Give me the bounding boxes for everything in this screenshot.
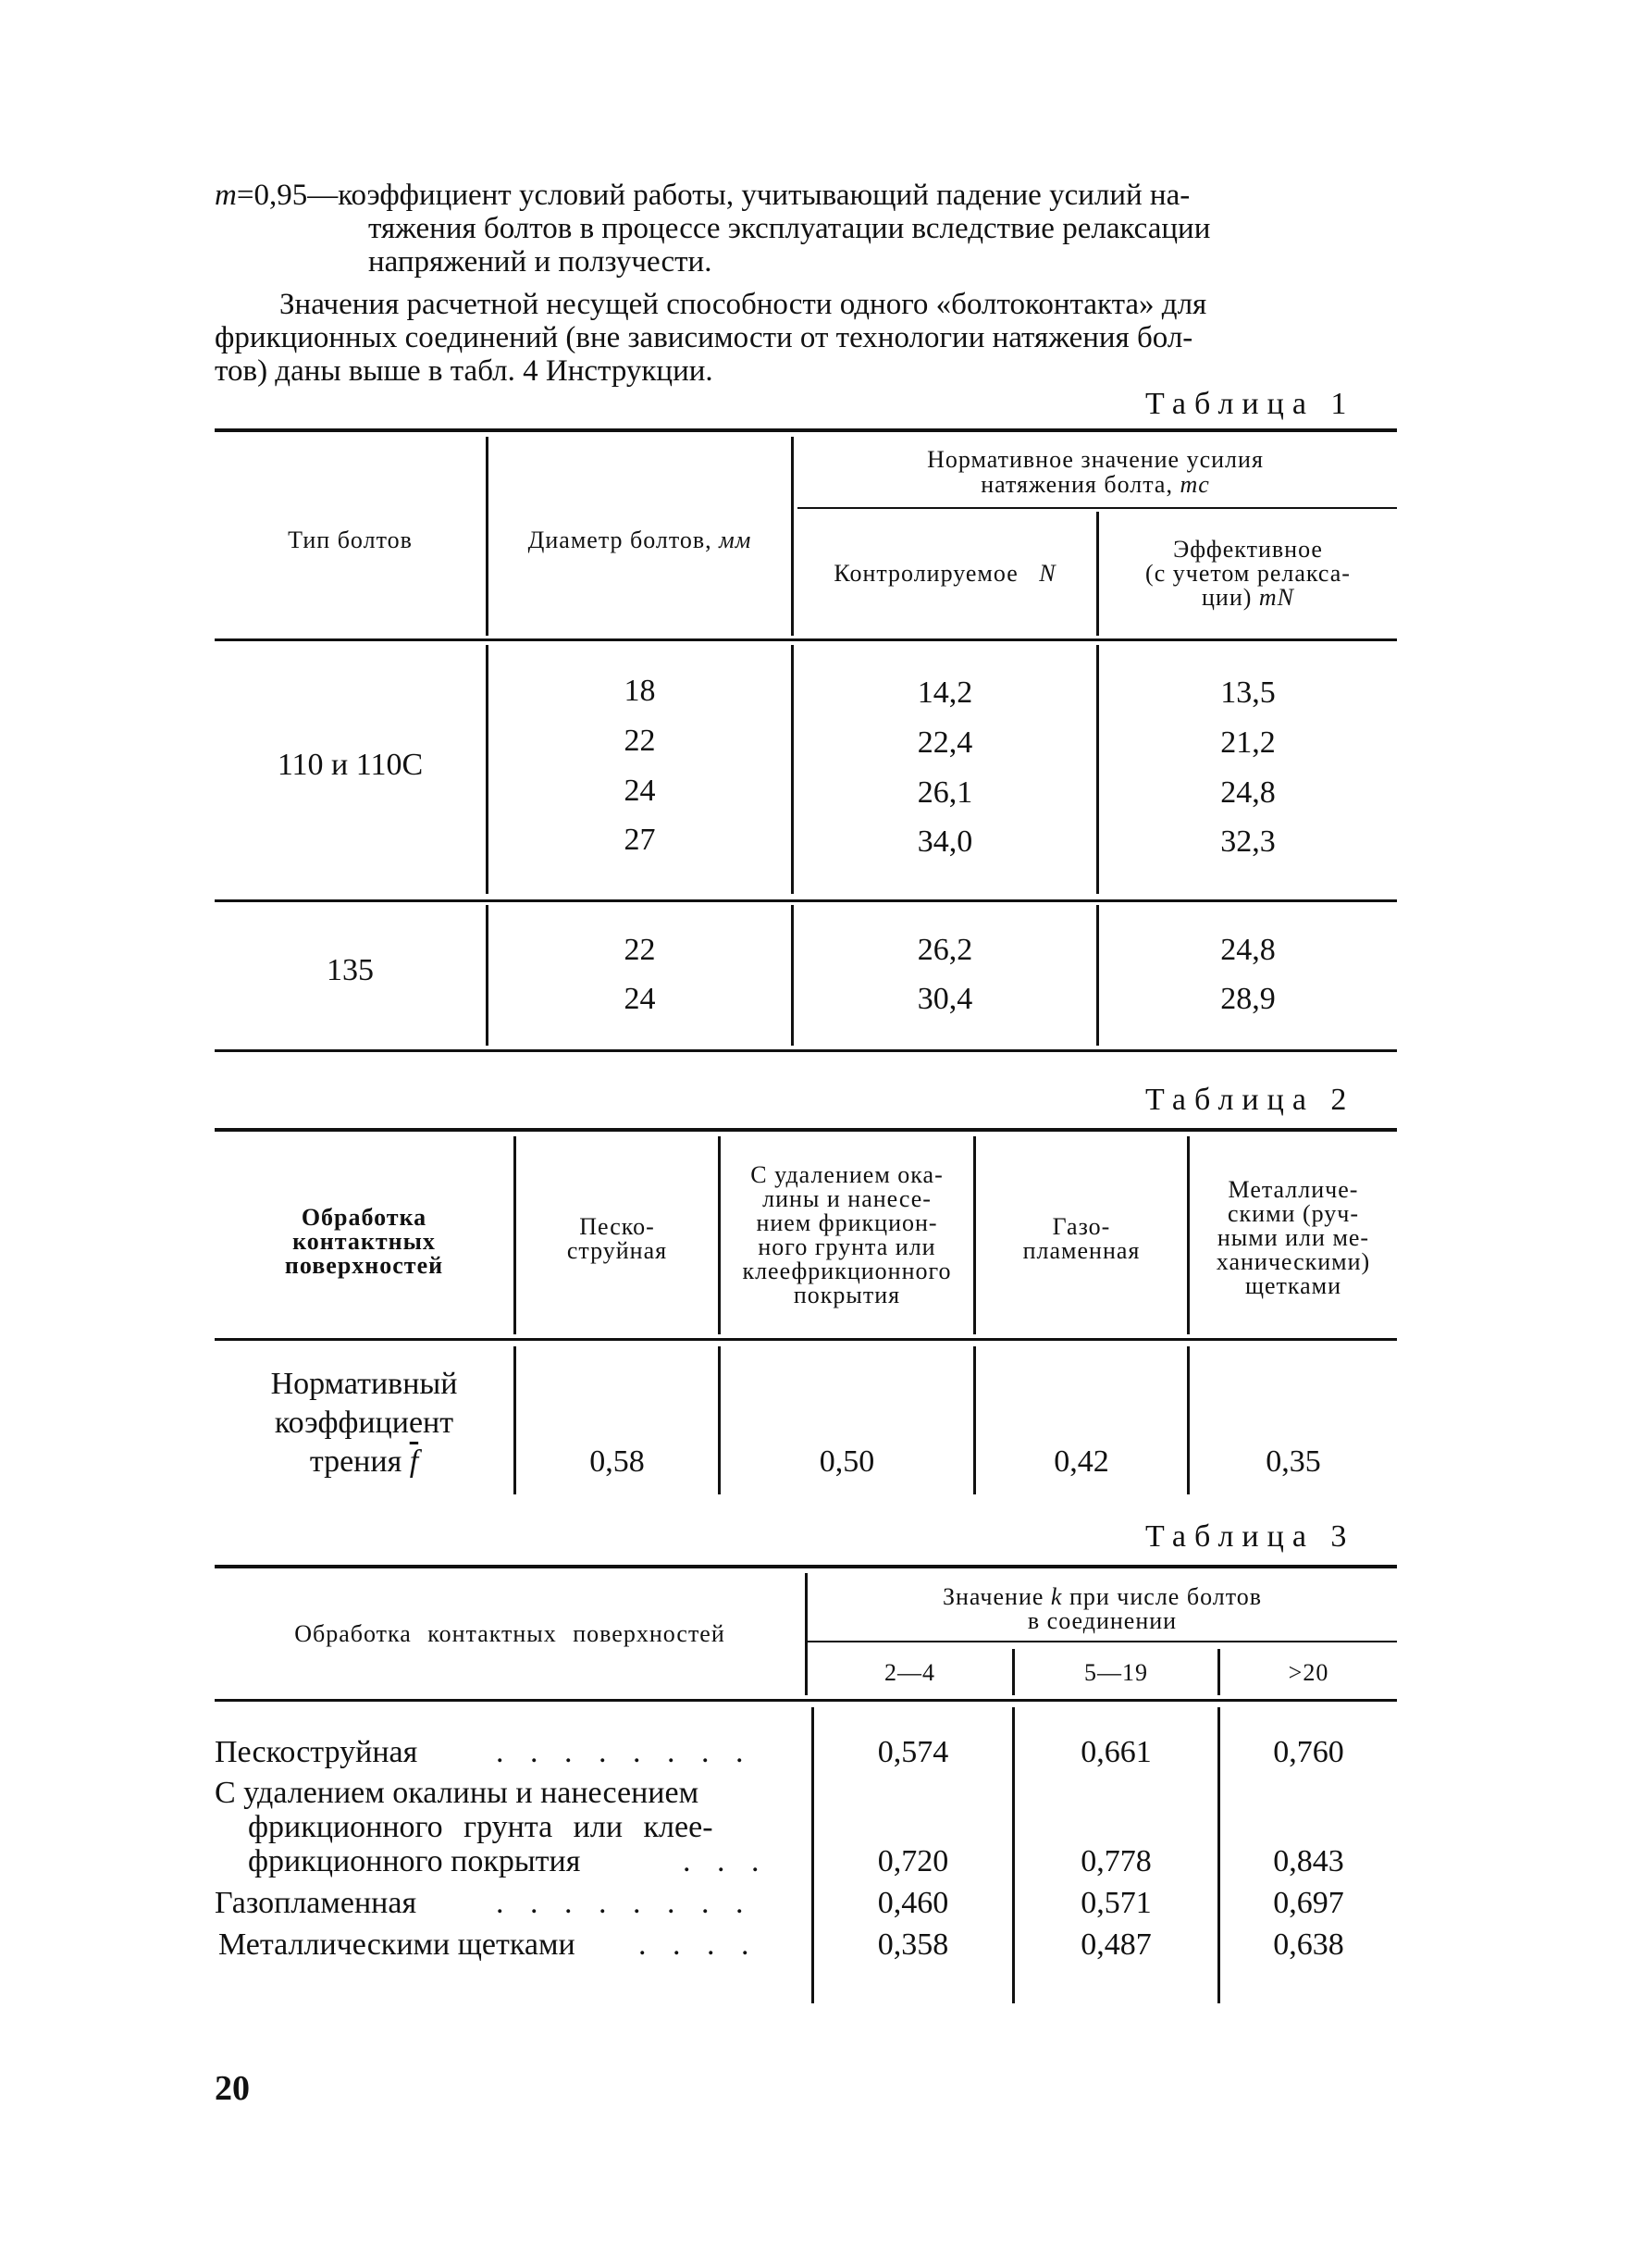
- table2-header-sand-line2: струйная: [566, 1237, 668, 1264]
- table3-row-dots: . . . . . . . .: [496, 1735, 753, 1769]
- table2-header-scale-line2: лины и нанесе-: [762, 1185, 932, 1212]
- table2-header-proc-line1: Обработка: [301, 1204, 427, 1231]
- table1-caption: Таблица 1: [1145, 387, 1355, 421]
- table3-header-rule: [215, 1699, 1397, 1702]
- table1-cell: 21,2: [1220, 725, 1276, 760]
- table3-cell: 0,661: [1081, 1735, 1152, 1769]
- table1-top-rule: [215, 428, 1397, 432]
- table3-caption: Таблица 3: [1145, 1519, 1355, 1554]
- table1-cell: 24,8: [1220, 775, 1276, 810]
- table1-cell: 22: [624, 933, 656, 967]
- table3-col-2-4: 2—4: [884, 1659, 935, 1686]
- table3-header-k-line2: в соединении: [1027, 1607, 1178, 1634]
- table3-cell: 0,571: [1081, 1886, 1152, 1920]
- intro-m-line1: [215, 179, 1190, 212]
- table3-cell: 0,460: [877, 1886, 949, 1920]
- intro-paragraph-line2: фрикционных соединений (вне зависимости от технологии натяжения бол-: [215, 321, 1193, 354]
- k-label: Значение: [942, 1583, 1044, 1610]
- intro-m-line3: напряжений и ползучести.: [368, 245, 712, 279]
- table1-cell: 24: [624, 982, 656, 1016]
- table3-cell: 0,778: [1081, 1844, 1152, 1878]
- intro-paragraph-line3: тов) даны выше в табл. 4 Инструкции.: [215, 354, 713, 388]
- table3-col-5-19: 5—19: [1084, 1659, 1148, 1686]
- table2-caption: Таблица 2: [1145, 1083, 1355, 1117]
- table3-row-label-line1: С удалением окалины и нанесением: [215, 1776, 699, 1810]
- table1-cell: 30,4: [917, 982, 973, 1016]
- table3-header-k-line1: [808, 1584, 1397, 1609]
- table1-group-rule: [215, 899, 1397, 902]
- table1-cell: 27: [624, 823, 656, 857]
- norm-label: натяжения болта,: [981, 471, 1173, 498]
- table2-header-sand-line1: Песко-: [579, 1213, 655, 1240]
- table3-row-label-line2: фрикционного грунта или клее-: [248, 1810, 713, 1844]
- m-definition: =0,95—коэффициент условий работы, учитывающий падение усилий на-: [236, 179, 1191, 212]
- table3-cell: 0,487: [1081, 1927, 1152, 1962]
- intro-m-line2: тяжения болтов в процессе эксплуатации вследствие релаксации: [368, 212, 1211, 245]
- table2-value-gas: 0,42: [1054, 1444, 1109, 1479]
- table1-cell: 28,9: [1220, 982, 1276, 1016]
- table1-header-type: Тип болтов: [288, 527, 413, 553]
- table3-row-label: Металлическими щетками: [218, 1927, 575, 1962]
- table2-header-metal-line2: скими (руч-: [1227, 1200, 1359, 1227]
- table1-header-diameter: [488, 527, 791, 552]
- eff-symbol: mN: [1258, 584, 1295, 611]
- table2-header-metal-line1: Металличе-: [1228, 1176, 1359, 1203]
- table3-cell: 0,843: [1273, 1844, 1344, 1878]
- table3-col-gt20: >20: [1288, 1659, 1329, 1686]
- table3-top-rule: [215, 1565, 1397, 1568]
- table2-header-scale-line6: покрытия: [793, 1282, 901, 1308]
- table3-row-dots: . . .: [683, 1844, 769, 1878]
- table3-subheader-rule: [805, 1641, 1397, 1642]
- table3-cell: 0,574: [877, 1735, 949, 1769]
- table1-vline: [1096, 905, 1099, 1046]
- m-symbol: m: [215, 179, 237, 212]
- table1-cell: 32,3: [1220, 824, 1276, 859]
- table2-header-metal-line5: щетками: [1244, 1272, 1342, 1299]
- table1-header-norm-line2: [794, 472, 1397, 497]
- table3-row-label-line3: фрикционного покрытия: [248, 1844, 581, 1878]
- diameter-label: Диаметр болтов,: [527, 527, 712, 553]
- table1-cell: 14,2: [917, 675, 973, 710]
- table1-bolt-type: 110 и 110С: [277, 748, 424, 782]
- table2-row-label-line3: [215, 1444, 513, 1480]
- table1-header-eff-line1: Эффективное: [1173, 536, 1323, 563]
- table2-header-scale-line4: ного грунта или: [758, 1233, 936, 1260]
- table2-header-gas-line2: пламенная: [1022, 1237, 1141, 1264]
- table3-row-dots: . . . . . . . .: [496, 1886, 753, 1920]
- table2-header-scale-line1: С удалением ока-: [750, 1161, 944, 1188]
- table1-cell: 22,4: [917, 725, 973, 760]
- table2-value-metal: 0,35: [1266, 1444, 1321, 1479]
- table1-cell: 22: [624, 724, 656, 758]
- table2-row-label-line1: Нормативный: [270, 1367, 458, 1401]
- table1-header-eff-line2: (с учетом релакса-: [1145, 560, 1351, 587]
- table1-vline: [791, 905, 794, 1046]
- table1-cell: 24: [624, 774, 656, 808]
- table2-row-label-line2: коэффициент: [274, 1406, 454, 1440]
- intro-paragraph-line1: Значения расчетной несущей способности одного «болтоконтакта» для: [279, 288, 1207, 321]
- table2-value-scale: 0,50: [819, 1444, 875, 1479]
- norm-unit: тс: [1180, 471, 1210, 498]
- table3-row-label: Газопламенная: [215, 1886, 417, 1920]
- table1-header-norm-line1: Нормативное значение усилия: [927, 446, 1264, 473]
- diameter-unit: мм: [719, 527, 752, 553]
- table1-cell: 24,8: [1220, 933, 1276, 967]
- table3-cell: 0,638: [1273, 1927, 1344, 1962]
- table2-header-scale-line5: клеефрикционного: [742, 1258, 952, 1284]
- row-sand-label: Пескоструйная: [215, 1735, 418, 1769]
- table2-header-proc-line2: контактных: [292, 1228, 436, 1255]
- friction-label: трения: [309, 1444, 402, 1479]
- table3-row-label: [215, 1735, 417, 1770]
- table3-cell: 0,358: [877, 1927, 949, 1962]
- table1-header-rule: [215, 638, 1397, 641]
- table2-header-gas-line1: Газо-: [1052, 1213, 1111, 1240]
- table2-header-metal-line3: ными или ме-: [1217, 1224, 1370, 1251]
- table1-subheader-rule: [797, 507, 1397, 509]
- table1-header-eff-line3: [1099, 585, 1397, 610]
- table1-bottom-rule: [215, 1049, 1397, 1052]
- table3-row-dots: . . . .: [638, 1927, 759, 1962]
- eff-label: ции): [1201, 584, 1253, 611]
- table1-vline: [486, 905, 488, 1046]
- table3-cell: 0,697: [1273, 1886, 1344, 1920]
- table1-bolt-type: 135: [327, 953, 374, 987]
- page-number: 20: [215, 2069, 250, 2108]
- table2-top-rule: [215, 1128, 1397, 1132]
- k-label-tail: при числе болтов: [1069, 1583, 1262, 1610]
- controlled-symbol: N: [1039, 560, 1056, 587]
- table2-header-rule: [215, 1338, 1397, 1341]
- table1-cell: 26,1: [917, 775, 973, 810]
- friction-symbol: $\overline{f}$: [409, 1444, 419, 1479]
- table2-value-sand: 0,58: [589, 1444, 645, 1479]
- table1-cell: 34,0: [917, 824, 973, 859]
- table1-cell: 13,5: [1220, 675, 1276, 710]
- table3-header-processing: Обработка контактных поверхностей: [294, 1620, 725, 1647]
- controlled-label: Контролируемое: [834, 560, 1019, 587]
- table1-cell: 18: [624, 674, 656, 708]
- table1-cell: 26,2: [917, 933, 973, 967]
- table2-header-proc-line3: поверхностей: [284, 1252, 444, 1279]
- table3-cell: 0,760: [1273, 1735, 1344, 1769]
- table2-header-metal-line4: ханическими): [1216, 1248, 1371, 1275]
- k-symbol: k: [1050, 1583, 1063, 1610]
- table3-cell: 0,720: [877, 1844, 949, 1878]
- table1-header-controlled: [794, 561, 1096, 586]
- table2-header-scale-line3: нием фрикцион-: [756, 1209, 938, 1236]
